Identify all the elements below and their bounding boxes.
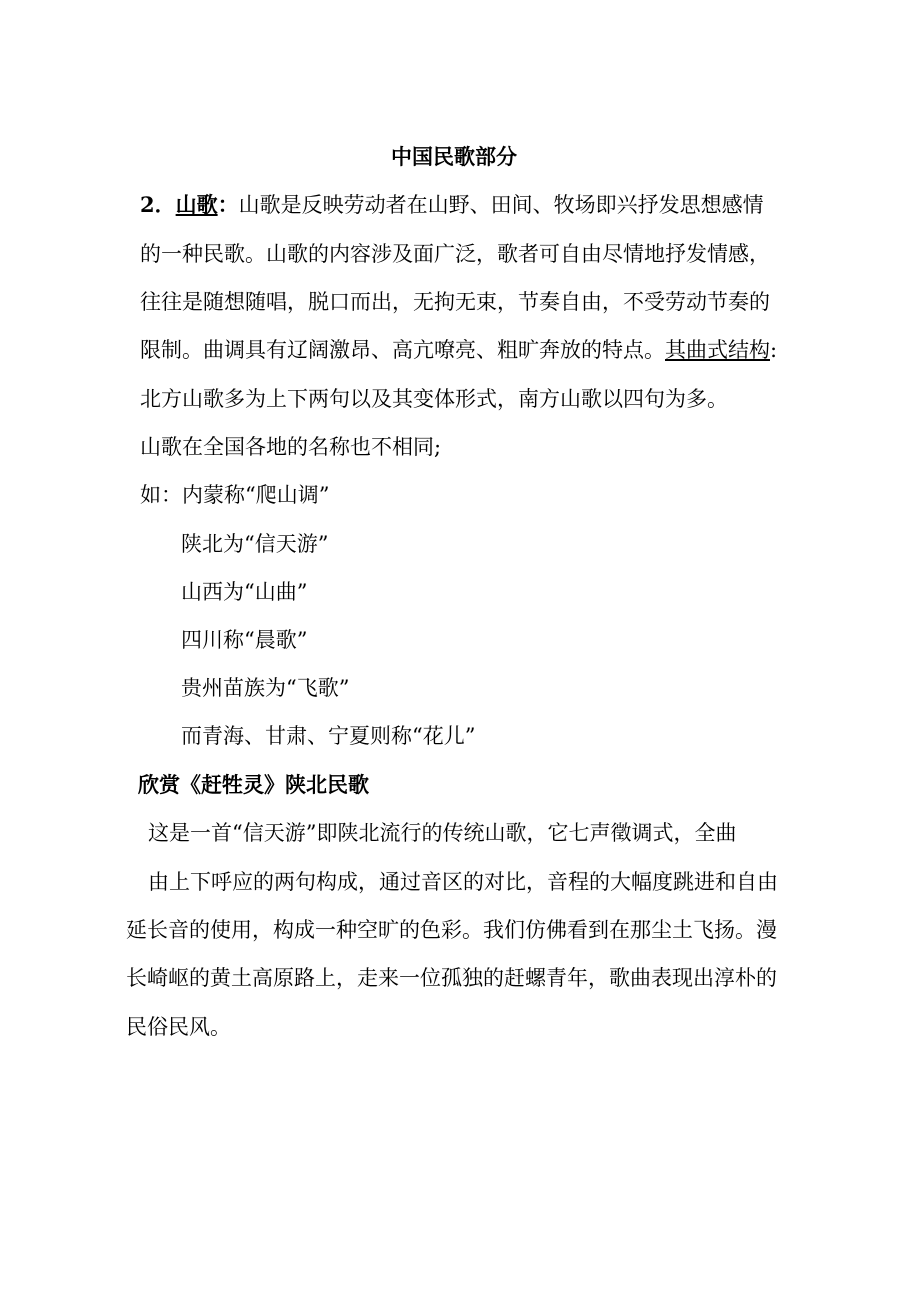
section-colon: ： (217, 192, 239, 217)
example-line-1 (140, 480, 329, 510)
appreciation-line-5: 民俗民风。 (126, 1015, 231, 1039)
example-item: 内蒙称“爬山调” (182, 483, 330, 507)
example-item: 贵州苗族为“飞歌” (181, 676, 350, 700)
section-term: 山歌 (175, 192, 218, 217)
section-line-1 (140, 190, 764, 220)
section-text: 山歌是反映劳动者在山野、田间、牧场即兴抒发思想感情 (238, 193, 764, 217)
page-title: 中国民歌部分 (391, 144, 517, 169)
section-line-4-text: 限制。曲调具有辽阔激昂、高亢嘹亮、粗旷奔放的特点。 (140, 338, 665, 362)
appreciation-line-2: 由上下呼应的两句构成，通过音区的对比，音程的大幅度跳进和自由 (148, 870, 778, 894)
section-line-5: 北方山歌多为上下两句以及其变体形式，南方山歌以四句为多。 (140, 387, 728, 411)
examples-prefix: 如： (140, 483, 182, 507)
section-number: 2． (140, 192, 176, 217)
example-item: 山西为“山曲” (181, 580, 308, 604)
appreciation-heading: 欣赏《赶牲灵》陕北民歌 (138, 772, 369, 797)
section-line-4 (140, 335, 777, 365)
appreciation-line-4: 长崎岖的黄土高原路上，走来一位孤独的赶螺青年，歌曲表现出淳朴的 (126, 966, 777, 990)
section-line-2: 的一种民歌。山歌的内容涉及面广泛，歌者可自由尽情地抒发情感， (140, 242, 770, 266)
example-item: 四川称“晨歌” (181, 628, 308, 652)
section-line-3: 往往是随想随唱，脱口而出，无拘无束，节奏自由，不受劳动节奏的 (140, 290, 770, 314)
appreciation-line-3: 延长音的使用，构成一种空旷的色彩。我们仿佛看到在那尘土飞扬。漫 (126, 918, 777, 942)
form-structure-colon: : (770, 338, 778, 362)
form-structure-label: 其曲式结构 (665, 338, 770, 362)
example-item: 陕北为“信天游” (181, 532, 329, 556)
names-intro: 山歌在全国各地的名称也不相同; (140, 435, 442, 459)
appreciation-line-1: 这是一首“信天游”即陕北流行的传统山歌，它七声徵调式，全曲 (148, 821, 737, 845)
example-item: 而青海、甘肃、宁夏则称“花儿” (181, 724, 476, 748)
